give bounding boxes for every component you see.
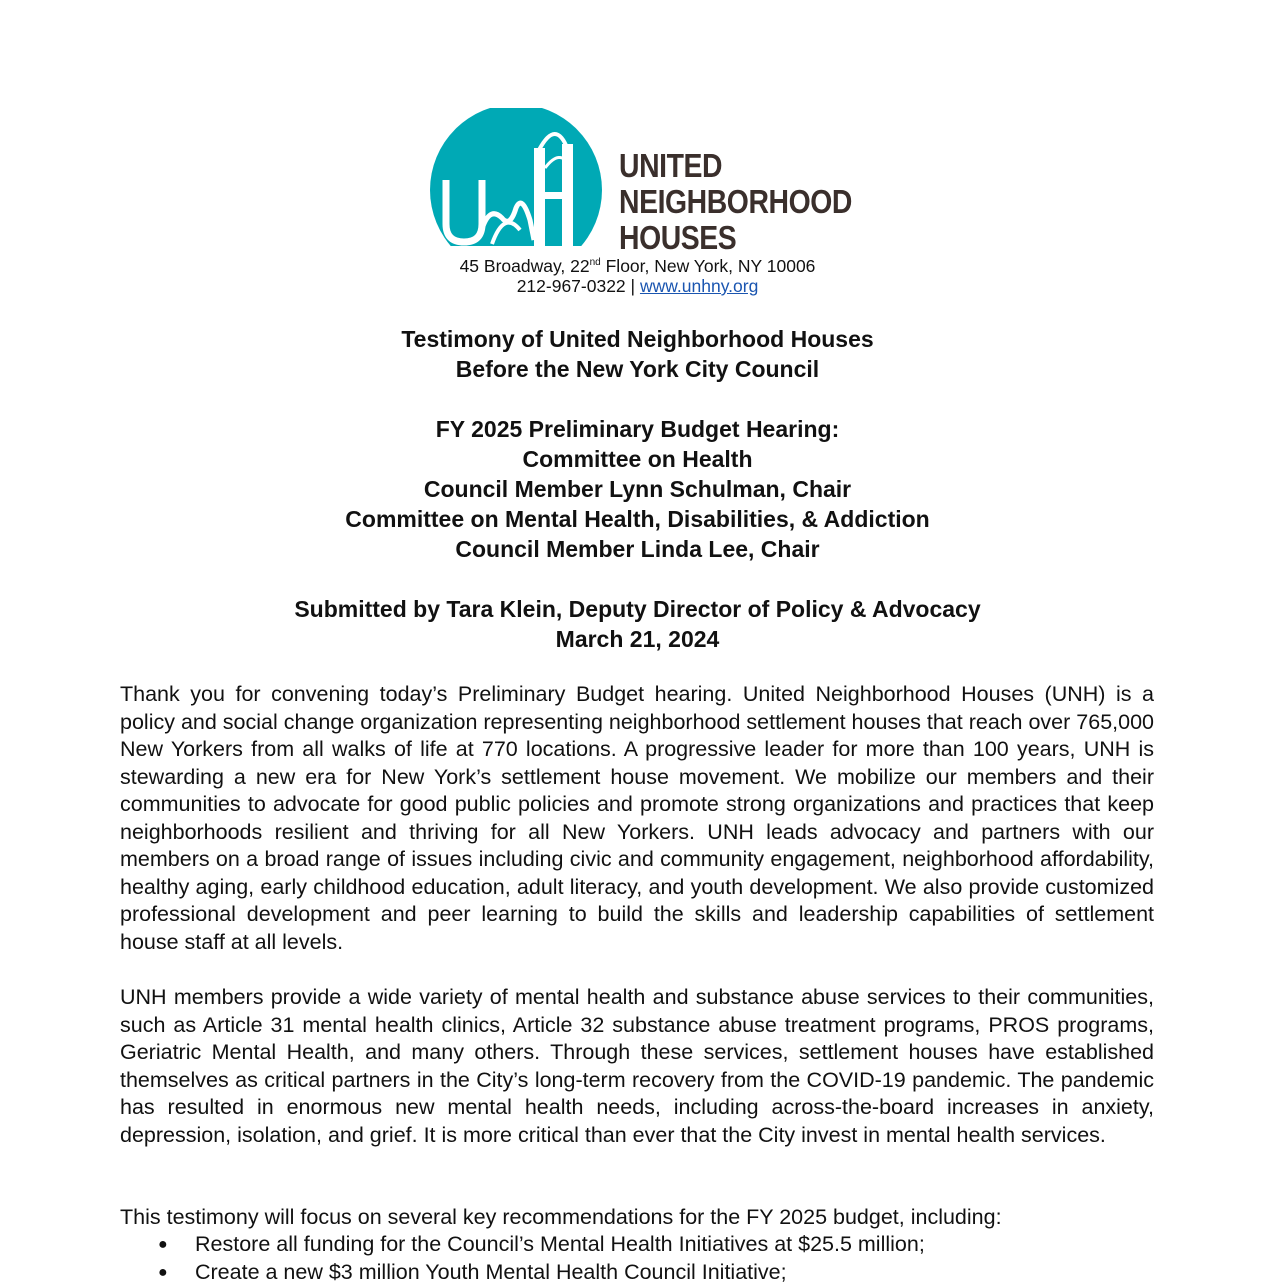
intro-paragraph: Thank you for convening today’s Preliminary Budget hearing. United Neighborhood Houses (UNH) is a policy and social change organization representing neighborhood settlement houses that reach over 765,000 New Yorkers from all walks of life at 770 locations. A progressive leader for more than 100 years, UNH is stewarding a new era for New York’s settlement house movement. We mobilize our members and their communities to advocate for good public policies and promote strong organizations and practices that keep neighborhoods resilient and thriving for all New Yorkers. UNH leads advocacy and partners with our members on a broad range of issues including civic and community engagement, neighborhood affordability, healthy aging, early childhood education, adult literacy, and youth development. We also provide customized professional development and peer learning to build the skills and leadership capabilities of settlement house staff at all levels. (120, 681, 1154, 956)
submitted-by: Submitted by Tara Klein, Deputy Director of Policy & Advocacy (0, 594, 1275, 624)
logo-word-neighborhood: NEIGHBORHOOD (619, 184, 852, 220)
address-end: Floor, New York, NY 10006 (601, 256, 816, 276)
address (0, 252, 1275, 277)
list-item: ● Create a new $3 million Youth Mental Health Council Initiative; (120, 1259, 1154, 1286)
recommendations-intro: This testimony will focus on several key recommendations for the FY 2025 budget, including: (120, 1204, 1154, 1232)
phone-line (0, 275, 1275, 297)
chair-schulman: Council Member Lynn Schulman, Chair (0, 474, 1275, 504)
submission-date: March 21, 2024 (0, 624, 1275, 654)
title-before-council: Before the New York City Council (0, 354, 1275, 384)
logo-word-houses: HOUSES (619, 220, 736, 256)
committee-mental-health: Committee on Mental Health, Disabilities, & Addiction (0, 504, 1275, 534)
hearing-title: FY 2025 Preliminary Budget Hearing: (0, 414, 1275, 444)
services-paragraph: UNH members provide a wide variety of mental health and substance abuse services to their communities, such as Article 31 mental health clinics, Article 32 substance abuse treatment programs, PROS programs, Geriatric Mental Health, and many others. Through these services, settlement houses have established themselves as critical partners in the City’s long-term recovery from the COVID-19 pandemic. The pandemic has resulted in enormous new mental health needs, including across-the-board increases in anxiety, depression, isolation, and grief. It is more critical than ever that the City invest in mental health services. (120, 984, 1154, 1149)
address-superscript: nd (590, 257, 601, 268)
logo-word-united: UNITED (619, 148, 722, 184)
title-testimony: Testimony of United Neighborhood Houses (0, 324, 1275, 354)
list-item: ● Restore all funding for the Council’s Mental Health Initiatives at $25.5 million; (120, 1231, 1154, 1259)
unh-logo-mark (430, 108, 620, 248)
phone-number: 212-967-0322 | (517, 276, 640, 296)
recommendations-list (120, 1231, 1154, 1286)
website-link[interactable]: www.unhny.org (640, 276, 758, 296)
unh-logo (430, 108, 850, 248)
chair-lee: Council Member Linda Lee, Chair (0, 534, 1275, 564)
committee-health: Committee on Health (0, 444, 1275, 474)
address-start: 45 Broadway, 22 (460, 256, 590, 276)
